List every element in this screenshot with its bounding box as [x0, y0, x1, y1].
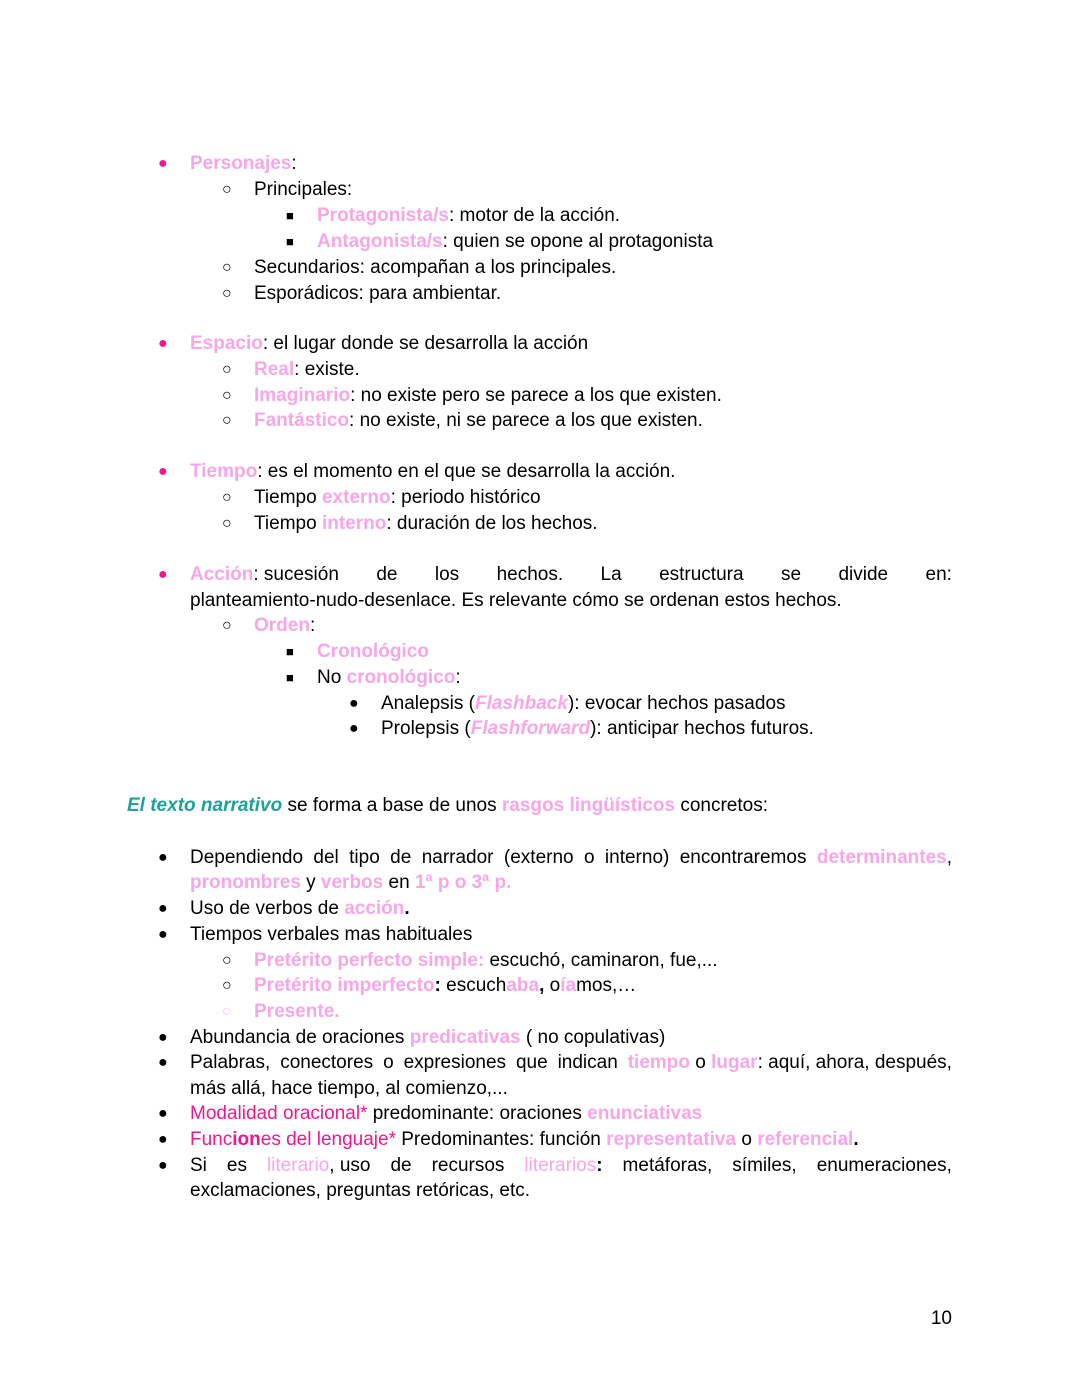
personajes-heading: Personajes:: [190, 153, 297, 174]
bullet-icon: ●: [349, 695, 359, 712]
circle-bullet-icon: ○: [222, 361, 232, 378]
bullet-icon: ●: [158, 926, 168, 943]
bullet-icon: ●: [158, 1157, 168, 1174]
espacio-heading: Espacio: el lugar donde se desarrolla la acción: [190, 333, 589, 354]
bullet-icon: ●: [158, 463, 168, 480]
palabras-item: Palabras, conectores o expresiones que indican tiempo o lugar: aquí, ahora, después,: [190, 1052, 952, 1073]
esporadicos-item: Esporádicos: para ambientar.: [254, 283, 502, 304]
circle-bullet-icon: ○: [222, 952, 232, 969]
funciones-item: Funciones del lenguaje* Predominantes: función representativa o referencial.: [190, 1129, 859, 1150]
circle-bullet-icon: ○: [222, 259, 232, 276]
protagonista-item: Protagonista/s: motor de la acción.: [317, 205, 621, 226]
orden-item: Orden:: [254, 615, 316, 636]
literario-item: Si es literario, uso de recursos literarios: metáforas, símiles, enumeraciones,: [190, 1155, 952, 1176]
bullet-icon: ●: [349, 720, 359, 737]
tiempo-interno-item: Tiempo interno: duración de los hechos.: [254, 513, 598, 534]
secundarios-item: Secundarios: acompañan a los principales.: [254, 257, 617, 278]
circle-bullet-icon: ○: [222, 1003, 232, 1020]
tiempos-verbales-item: Tiempos verbales mas habituales: [190, 924, 473, 945]
prolepsis-item: Prolepsis (Flashforward): anticipar hechos futuros.: [381, 718, 814, 739]
circle-bullet-icon: ○: [222, 977, 232, 994]
modalidad-item: Modalidad oracional* predominante: oraciones enunciativas: [190, 1103, 703, 1124]
uso-verbos-item: Uso de verbos de acción.: [190, 898, 410, 919]
antagonista-item: Antagonista/s: quien se opone al protagonista: [317, 231, 714, 252]
square-bullet-icon: ■: [286, 208, 294, 223]
bullet-icon: ●: [158, 155, 168, 172]
principales-item: Principales:: [254, 179, 353, 200]
square-bullet-icon: ■: [286, 234, 294, 249]
dependiendo-line2: pronombres y verbos en 1ª p o 3ª p.: [190, 872, 512, 893]
bullet-icon: ●: [158, 335, 168, 352]
accion-line2: planteamiento-nudo-desenlace. Es relevante cómo se ordenan estos hechos.: [190, 590, 842, 611]
accion-heading: Acción: sucesión de los hechos. La estructura se divide en:: [190, 564, 952, 585]
square-bullet-icon: ■: [286, 670, 294, 685]
circle-bullet-icon: ○: [222, 489, 232, 506]
palabras-line2: más allá, hace tiempo, al comienzo,...: [190, 1078, 508, 1099]
bullet-icon: ●: [158, 566, 168, 583]
bullet-icon: ●: [158, 1105, 168, 1122]
no-cronologico-item: No cronológico:: [317, 667, 461, 688]
bullet-icon: ●: [158, 900, 168, 917]
abundancia-item: Abundancia de oraciones predicativas ( no copulativas): [190, 1027, 666, 1048]
circle-bullet-icon: ○: [222, 515, 232, 532]
intro-paragraph: El texto narrativo se forma a base de unos rasgos lingüísticos concretos:: [127, 795, 768, 816]
bullet-icon: ●: [158, 1029, 168, 1046]
square-bullet-icon: ■: [286, 644, 294, 659]
preterito-imperfecto-item: Pretérito imperfecto: escuchaba, oíamos,…: [254, 975, 637, 996]
preterito-perfecto-item: Pretérito perfecto simple: escuchó, caminaron, fue,...: [254, 950, 718, 971]
tiempo-externo-item: Tiempo externo: periodo histórico: [254, 487, 541, 508]
cronologico-item: Cronológico: [317, 641, 429, 662]
imaginario-item: Imaginario: no existe pero se parece a los que existen.: [254, 385, 722, 406]
fantastico-item: Fantástico: no existe, ni se parece a los que existen.: [254, 410, 703, 431]
circle-bullet-icon: ○: [222, 181, 232, 198]
real-item: Real: existe.: [254, 359, 360, 380]
page-number: 10: [930, 1308, 952, 1329]
circle-bullet-icon: ○: [222, 387, 232, 404]
bullet-icon: ●: [158, 1054, 168, 1071]
analepsis-item: Analepsis (Flashback): evocar hechos pasados: [381, 693, 786, 714]
dependiendo-item: Dependiendo del tipo de narrador (externo o interno) encontraremos determinantes,: [190, 847, 952, 868]
circle-bullet-icon: ○: [222, 617, 232, 634]
tiempo-heading: Tiempo: es el momento en el que se desarrolla la acción.: [190, 461, 676, 482]
presente-item: Presente.: [254, 1001, 340, 1022]
bullet-icon: ●: [158, 1131, 168, 1148]
circle-bullet-icon: ○: [222, 412, 232, 429]
circle-bullet-icon: ○: [222, 285, 232, 302]
literario-line2: exclamaciones, preguntas retóricas, etc.: [190, 1180, 531, 1201]
bullet-icon: ●: [158, 849, 168, 866]
